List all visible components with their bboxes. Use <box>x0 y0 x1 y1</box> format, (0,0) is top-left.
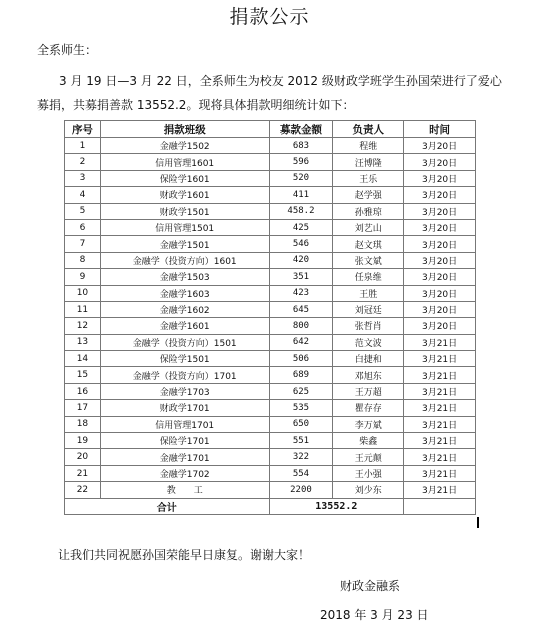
row-person: 赵学强 <box>333 187 404 203</box>
row-person: 王胜 <box>333 285 404 301</box>
table-row <box>65 187 476 203</box>
table-row <box>65 416 476 432</box>
table-row <box>65 449 476 465</box>
row-no: 14 <box>65 351 101 367</box>
row-amount: 642 <box>269 334 333 350</box>
row-time: 3月20日 <box>404 318 476 334</box>
table-row <box>65 252 476 268</box>
row-time: 3月21日 <box>404 465 476 481</box>
row-no: 9 <box>65 269 101 285</box>
table-row <box>65 203 476 219</box>
row-amount: 689 <box>269 367 333 383</box>
row-no: 22 <box>65 482 101 498</box>
row-time: 3月21日 <box>404 416 476 432</box>
row-time: 3月21日 <box>404 400 476 416</box>
row-class: 财政学1501 <box>100 203 269 219</box>
row-class: 信用管理1701 <box>100 416 269 432</box>
row-amount: 650 <box>269 416 333 432</box>
row-person: 张哲肖 <box>333 318 404 334</box>
greeting: 全系师生： <box>37 43 98 57</box>
row-amount: 645 <box>269 301 333 317</box>
row-amount: 554 <box>269 465 333 481</box>
row-class: 金融学（投资方向）1501 <box>100 334 269 350</box>
row-class: 金融学1702 <box>100 465 269 481</box>
row-class: 金融学1601 <box>100 318 269 334</box>
row-person: 邓旭东 <box>333 367 404 383</box>
row-no: 4 <box>65 187 101 203</box>
table-row <box>65 236 476 252</box>
row-class: 金融学（投资方向）1601 <box>100 252 269 268</box>
table-row <box>65 170 476 186</box>
row-class: 金融学1602 <box>100 301 269 317</box>
row-amount: 423 <box>269 285 333 301</box>
row-amount: 546 <box>269 236 333 252</box>
row-no: 13 <box>65 334 101 350</box>
total-empty-cell <box>404 498 476 514</box>
row-amount: 322 <box>269 449 333 465</box>
row-no: 20 <box>65 449 101 465</box>
row-time: 3月20日 <box>404 219 476 235</box>
row-no: 11 <box>65 301 101 317</box>
row-no: 17 <box>65 400 101 416</box>
row-amount: 596 <box>269 154 333 170</box>
row-class: 信用管理1501 <box>100 219 269 235</box>
row-no: 21 <box>65 465 101 481</box>
signer: 财政金融系 <box>340 579 401 593</box>
row-person: 任泉维 <box>333 269 404 285</box>
row-class: 保险学1701 <box>100 433 269 449</box>
table-row <box>65 154 476 170</box>
row-class: 信用管理1601 <box>100 154 269 170</box>
row-amount: 458.2 <box>269 203 333 219</box>
row-person: 王万超 <box>333 383 404 399</box>
row-no: 6 <box>65 219 101 235</box>
row-no: 18 <box>65 416 101 432</box>
donation-table <box>64 120 476 515</box>
table-row <box>65 400 476 416</box>
row-class: 教 工 <box>100 482 269 498</box>
table-body <box>65 138 476 499</box>
row-amount: 683 <box>269 138 333 154</box>
row-person: 范文波 <box>333 334 404 350</box>
row-amount: 2200 <box>269 482 333 498</box>
row-person: 刘少东 <box>333 482 404 498</box>
table-row <box>65 318 476 334</box>
row-amount: 535 <box>269 400 333 416</box>
row-amount: 411 <box>269 187 333 203</box>
row-time: 3月20日 <box>404 170 476 186</box>
row-no: 7 <box>65 236 101 252</box>
closing-text: 让我们共同祝愿孙国荣能早日康复。谢谢大家！ <box>58 548 311 562</box>
row-class: 金融学1701 <box>100 449 269 465</box>
row-class: 金融学1502 <box>100 138 269 154</box>
total-row <box>65 498 476 514</box>
header-person: 负责人 <box>333 121 404 138</box>
row-time: 3月20日 <box>404 138 476 154</box>
row-person: 王小强 <box>333 465 404 481</box>
table-row <box>65 482 476 498</box>
row-no: 19 <box>65 433 101 449</box>
row-class: 金融学1501 <box>100 236 269 252</box>
row-person: 赵文琪 <box>333 236 404 252</box>
table-row <box>65 383 476 399</box>
table-row <box>65 219 476 235</box>
row-no: 2 <box>65 154 101 170</box>
row-amount: 425 <box>269 219 333 235</box>
row-class: 保险学1501 <box>100 351 269 367</box>
row-amount: 506 <box>269 351 333 367</box>
row-no: 15 <box>65 367 101 383</box>
row-class: 财政学1701 <box>100 400 269 416</box>
row-time: 3月21日 <box>404 334 476 350</box>
row-time: 3月20日 <box>404 187 476 203</box>
row-time: 3月20日 <box>404 203 476 219</box>
row-no: 1 <box>65 138 101 154</box>
row-person: 王乐 <box>333 170 404 186</box>
header-class: 捐款班级 <box>100 121 269 138</box>
text-cursor <box>477 517 479 528</box>
row-person: 刘冠廷 <box>333 301 404 317</box>
row-time: 3月20日 <box>404 236 476 252</box>
row-time: 3月21日 <box>404 482 476 498</box>
row-time: 3月21日 <box>404 449 476 465</box>
table-row <box>65 367 476 383</box>
table-row <box>65 301 476 317</box>
row-class: 保险学1601 <box>100 170 269 186</box>
row-class: 金融学1603 <box>100 285 269 301</box>
table-row <box>65 334 476 350</box>
row-amount: 351 <box>269 269 333 285</box>
row-no: 10 <box>65 285 101 301</box>
row-person: 白捷和 <box>333 351 404 367</box>
row-class: 金融学（投资方向）1701 <box>100 367 269 383</box>
table-row <box>65 433 476 449</box>
row-person: 孙雅琼 <box>333 203 404 219</box>
row-time: 3月21日 <box>404 351 476 367</box>
row-person: 王元颠 <box>333 449 404 465</box>
row-no: 16 <box>65 383 101 399</box>
table-row <box>65 269 476 285</box>
header-time: 时间 <box>404 121 476 138</box>
row-person: 瞿存存 <box>333 400 404 416</box>
row-amount: 551 <box>269 433 333 449</box>
row-class: 财政学1601 <box>100 187 269 203</box>
row-no: 5 <box>65 203 101 219</box>
page-title: 捐款公示 <box>229 6 310 28</box>
row-amount: 800 <box>269 318 333 334</box>
row-no: 12 <box>65 318 101 334</box>
row-time: 3月20日 <box>404 285 476 301</box>
row-amount: 520 <box>269 170 333 186</box>
header-no: 序号 <box>65 121 101 138</box>
row-person: 李万斌 <box>333 416 404 432</box>
row-class: 金融学1503 <box>100 269 269 285</box>
table-row <box>65 138 476 154</box>
table-header-row <box>65 121 476 138</box>
row-person: 刘艺山 <box>333 219 404 235</box>
header-amount: 募款金额 <box>269 121 333 138</box>
row-class: 金融学1703 <box>100 383 269 399</box>
row-time: 3月21日 <box>404 433 476 449</box>
row-person: 张文斌 <box>333 252 404 268</box>
table-row <box>65 465 476 481</box>
row-no: 3 <box>65 170 101 186</box>
signature-date: 2018 年 3 月 23 日 <box>320 608 429 622</box>
row-person: 柴鑫 <box>333 433 404 449</box>
intro-paragraph: 3 月 19 日—3 月 22 日，全系师生为校友 2012 级财政学班学生孙国荣进行了爱心募捐，共募捐善款 13552.2。现将具体捐款明细统计如下： <box>37 74 502 112</box>
row-time: 3月20日 <box>404 269 476 285</box>
row-person: 程维 <box>333 138 404 154</box>
table-row <box>65 351 476 367</box>
row-time: 3月20日 <box>404 154 476 170</box>
table-row <box>65 285 476 301</box>
row-person: 汪博隆 <box>333 154 404 170</box>
row-amount: 420 <box>269 252 333 268</box>
row-time: 3月21日 <box>404 367 476 383</box>
row-time: 3月20日 <box>404 252 476 268</box>
total-label: 合计 <box>65 498 270 514</box>
row-no: 8 <box>65 252 101 268</box>
row-time: 3月21日 <box>404 383 476 399</box>
row-amount: 625 <box>269 383 333 399</box>
total-value: 13552.2 <box>269 498 404 514</box>
row-time: 3月20日 <box>404 301 476 317</box>
